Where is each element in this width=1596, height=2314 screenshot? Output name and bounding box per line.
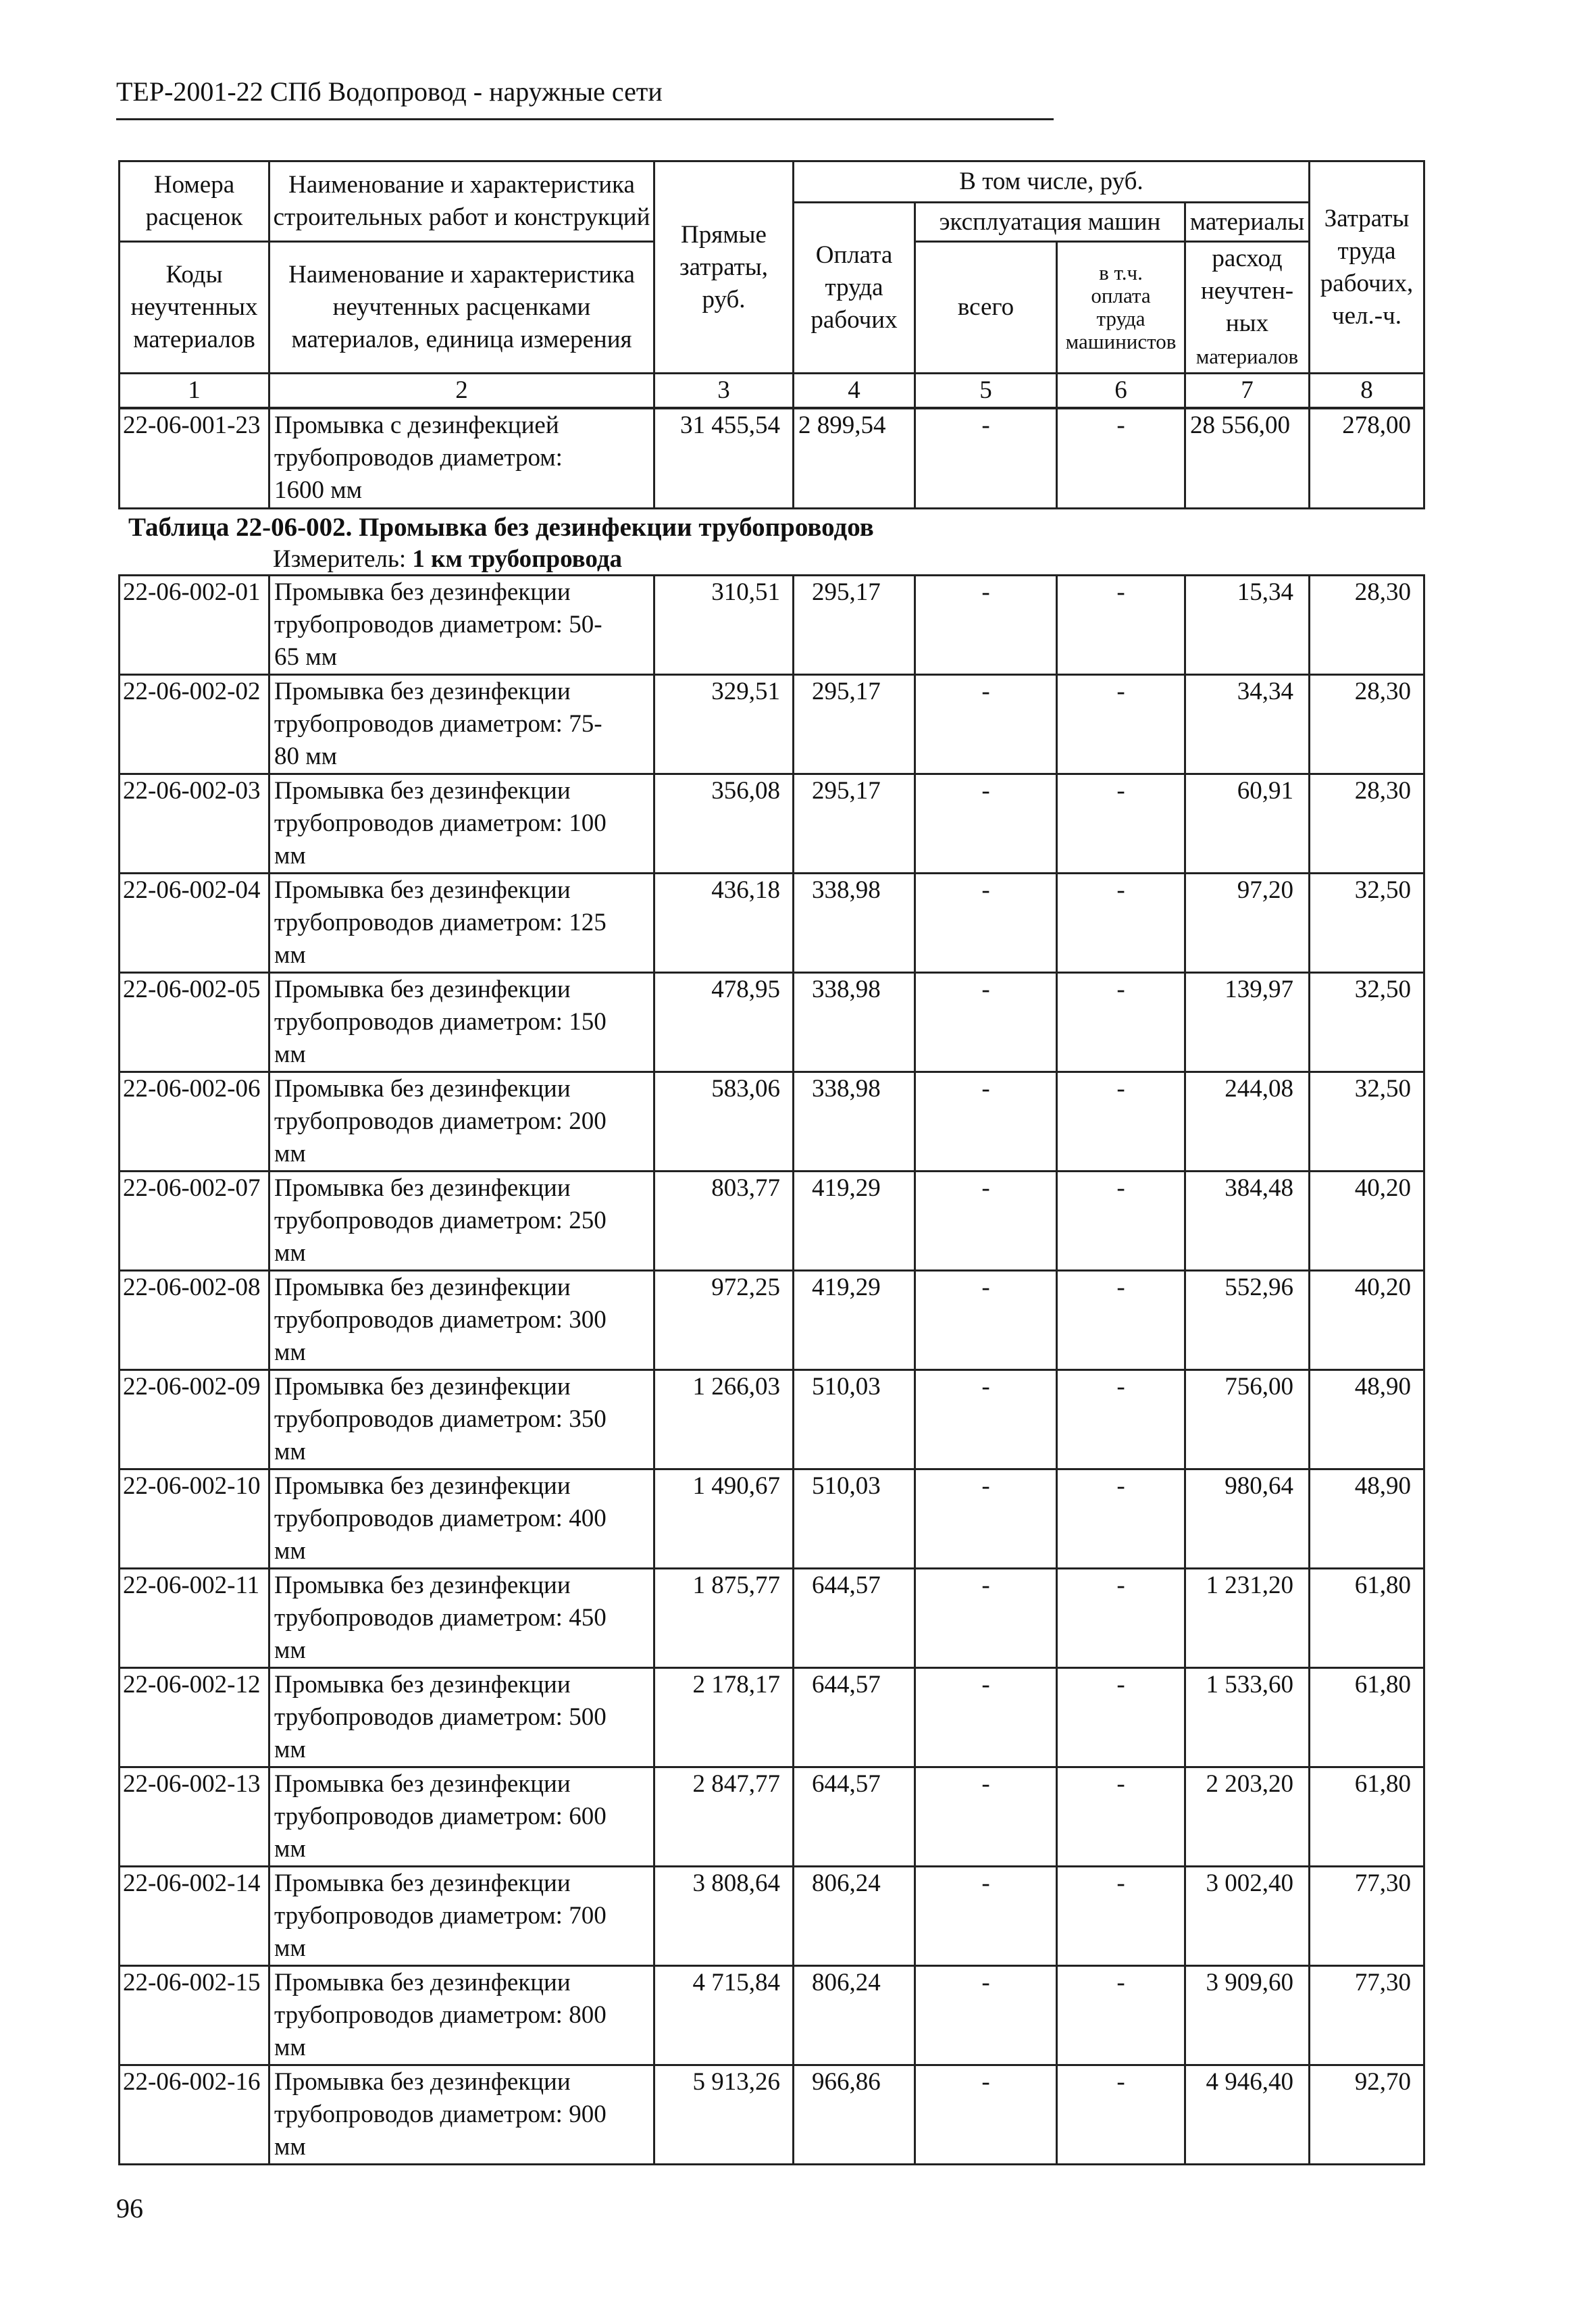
machinist-cost: - [1057, 874, 1185, 973]
col-number: 3 [654, 374, 794, 408]
materials-header: материалы [1185, 203, 1310, 242]
direct-cost: 1 266,03 [654, 1370, 794, 1469]
labor-hours: 48,90 [1310, 1469, 1424, 1569]
work-name: Промывка без дезинфекции трубопроводов диаметром: 50- 65 мм [269, 576, 654, 675]
table-row [120, 1867, 1424, 1966]
table-row [120, 2065, 1424, 2165]
materials-cost: 2 203,20 [1185, 1767, 1310, 1867]
col8-header: Затраты труда рабочих, чел.-ч. [1310, 161, 1424, 374]
col1-bottom-header: Коды неучтенных материалов [120, 242, 269, 374]
table-row [120, 1271, 1424, 1370]
labor-hours: 28,30 [1310, 774, 1424, 874]
machine-cost: - [915, 675, 1057, 774]
rates-table [118, 574, 1425, 2165]
rate-code: 22-06-002-08 [120, 1271, 269, 1370]
column-header-table [118, 160, 1425, 409]
work-name: Промывка без дезинфекции трубопроводов диаметром: 500 мм [269, 1668, 654, 1767]
work-name: Промывка без дезинфекции трубопроводов диаметром: 300 мм [269, 1271, 654, 1370]
machine-cost: - [915, 874, 1057, 973]
machinist-cost: - [1057, 409, 1185, 509]
labor-cost: 338,98 [794, 973, 915, 1072]
col4-header: Оплата труда рабочих [794, 203, 915, 374]
machinist-cost: - [1057, 1867, 1185, 1966]
materials-cost: 4 946,40 [1185, 2065, 1310, 2165]
header-rule [116, 118, 1054, 120]
materials-cost: 756,00 [1185, 1370, 1310, 1469]
col-number: 4 [794, 374, 915, 408]
materials-cost: 3 002,40 [1185, 1867, 1310, 1966]
rate-code: 22-06-002-06 [120, 1072, 269, 1172]
col-number: 7 [1185, 374, 1310, 408]
machinist-cost: - [1057, 1172, 1185, 1271]
direct-cost: 3 808,64 [654, 1867, 794, 1966]
machinist-cost: - [1057, 1370, 1185, 1469]
col5-header: всего [915, 242, 1057, 374]
machine-cost: - [915, 576, 1057, 675]
labor-cost: 295,17 [794, 675, 915, 774]
table-title: Таблица 22-06-002. Промывка без дезинфекции трубопроводов [128, 513, 874, 542]
col6-header: в т.ч. оплата труда машинистов [1057, 242, 1185, 374]
direct-cost: 310,51 [654, 576, 794, 675]
work-name: Промывка без дезинфекции трубопроводов диаметром: 400 мм [269, 1469, 654, 1569]
labor-hours: 28,30 [1310, 675, 1424, 774]
labor-hours: 61,80 [1310, 1668, 1424, 1767]
work-name: Промывка без дезинфекции трубопроводов диаметром: 150 мм [269, 973, 654, 1072]
rate-code: 22-06-002-10 [120, 1469, 269, 1569]
rate-code: 22-06-002-01 [120, 576, 269, 675]
rate-code: 22-06-002-03 [120, 774, 269, 874]
materials-cost: 34,34 [1185, 675, 1310, 774]
machinist-cost: - [1057, 1966, 1185, 2065]
direct-cost: 803,77 [654, 1172, 794, 1271]
direct-cost: 2 178,17 [654, 1668, 794, 1767]
machines-header: эксплуатация машин [915, 203, 1185, 242]
table-row [120, 1469, 1424, 1569]
machine-cost: - [915, 2065, 1057, 2165]
direct-cost: 436,18 [654, 874, 794, 973]
labor-hours: 48,90 [1310, 1370, 1424, 1469]
rate-code: 22-06-002-11 [120, 1569, 269, 1668]
direct-cost: 329,51 [654, 675, 794, 774]
labor-hours: 40,20 [1310, 1172, 1424, 1271]
rate-code: 22-06-002-12 [120, 1668, 269, 1767]
table-row [120, 675, 1424, 774]
page-number: 96 [116, 2193, 143, 2223]
col1-top-header: Номера расценок [120, 161, 269, 242]
table-row [120, 874, 1424, 973]
labor-hours: 77,30 [1310, 1966, 1424, 2065]
machinist-cost: - [1057, 774, 1185, 874]
direct-cost: 31 455,54 [654, 409, 794, 509]
machine-cost: - [915, 1569, 1057, 1668]
table-row [120, 1569, 1424, 1668]
machine-cost: - [915, 409, 1057, 509]
table-row [120, 774, 1424, 874]
materials-cost: 15,34 [1185, 576, 1310, 675]
rate-code: 22-06-002-07 [120, 1172, 269, 1271]
col3-header: Прямые затраты, руб. [654, 161, 794, 374]
measure-unit: Измеритель: 1 км трубопровода [273, 545, 623, 573]
labor-cost: 644,57 [794, 1767, 915, 1867]
rate-code: 22-06-002-13 [120, 1767, 269, 1867]
labor-cost: 644,57 [794, 1569, 915, 1668]
labor-cost: 295,17 [794, 774, 915, 874]
machine-cost: - [915, 774, 1057, 874]
machinist-cost: - [1057, 973, 1185, 1072]
materials-cost: 980,64 [1185, 1469, 1310, 1569]
work-name: Промывка с дезинфекцией трубопроводов диаметром: 1600 мм [269, 409, 654, 509]
work-name: Промывка без дезинфекции трубопроводов диаметром: 900 мм [269, 2065, 654, 2165]
labor-cost: 2 899,54 [794, 409, 915, 509]
labor-hours: 40,20 [1310, 1271, 1424, 1370]
col2-top-header: Наименование и характеристика строительных работ и конструкций [269, 161, 654, 242]
materials-cost: 552,96 [1185, 1271, 1310, 1370]
work-name: Промывка без дезинфекции трубопроводов диаметром: 350 мм [269, 1370, 654, 1469]
machine-cost: - [915, 1469, 1057, 1569]
rate-code: 22-06-002-02 [120, 675, 269, 774]
work-name: Промывка без дезинфекции трубопроводов диаметром: 450 мм [269, 1569, 654, 1668]
machinist-cost: - [1057, 1767, 1185, 1867]
labor-hours: 278,00 [1310, 409, 1424, 509]
col-number: 2 [269, 374, 654, 408]
machine-cost: - [915, 1072, 1057, 1172]
rate-code: 22-06-002-16 [120, 2065, 269, 2165]
table-row [120, 1370, 1424, 1469]
work-name: Промывка без дезинфекции трубопроводов диаметром: 600 мм [269, 1767, 654, 1867]
labor-cost: 295,17 [794, 576, 915, 675]
machinist-cost: - [1057, 1569, 1185, 1668]
labor-hours: 92,70 [1310, 2065, 1424, 2165]
work-name: Промывка без дезинфекции трубопроводов диаметром: 200 мм [269, 1072, 654, 1172]
table-row [120, 576, 1424, 675]
materials-cost: 139,97 [1185, 973, 1310, 1072]
labor-hours: 77,30 [1310, 1867, 1424, 1966]
table-row [120, 409, 1424, 509]
machinist-cost: - [1057, 1469, 1185, 1569]
labor-cost: 419,29 [794, 1271, 915, 1370]
machine-cost: - [915, 1966, 1057, 2065]
machine-cost: - [915, 1767, 1057, 1867]
work-name: Промывка без дезинфекции трубопроводов диаметром: 700 мм [269, 1867, 654, 1966]
materials-cost: 244,08 [1185, 1072, 1310, 1172]
direct-cost: 478,95 [654, 973, 794, 1072]
direct-cost: 2 847,77 [654, 1767, 794, 1867]
table-row [120, 1668, 1424, 1767]
table-row [120, 1767, 1424, 1867]
machine-cost: - [915, 1370, 1057, 1469]
rate-code: 22-06-002-09 [120, 1370, 269, 1469]
machine-cost: - [915, 1271, 1057, 1370]
materials-cost: 3 909,60 [1185, 1966, 1310, 2065]
work-name: Промывка без дезинфекции трубопроводов диаметром: 250 мм [269, 1172, 654, 1271]
col-number: 1 [120, 374, 269, 408]
materials-cost: 384,48 [1185, 1172, 1310, 1271]
col-number: 5 [915, 374, 1057, 408]
col-number: 8 [1310, 374, 1424, 408]
materials-cost: 60,91 [1185, 774, 1310, 874]
labor-hours: 32,50 [1310, 973, 1424, 1072]
machine-cost: - [915, 1867, 1057, 1966]
labor-hours: 61,80 [1310, 1569, 1424, 1668]
rate-code: 22-06-002-15 [120, 1966, 269, 2065]
group-header: В том числе, руб. [794, 161, 1310, 203]
col7-header: расход неучтен- ных материалов [1185, 242, 1310, 374]
col-number: 6 [1057, 374, 1185, 408]
direct-cost: 583,06 [654, 1072, 794, 1172]
machinist-cost: - [1057, 2065, 1185, 2165]
machinist-cost: - [1057, 1072, 1185, 1172]
labor-hours: 32,50 [1310, 874, 1424, 973]
labor-cost: 806,24 [794, 1867, 915, 1966]
direct-cost: 972,25 [654, 1271, 794, 1370]
labor-cost: 338,98 [794, 1072, 915, 1172]
table-row [120, 1966, 1424, 2065]
rate-code: 22-06-002-05 [120, 973, 269, 1072]
machine-cost: - [915, 973, 1057, 1072]
labor-hours: 28,30 [1310, 576, 1424, 675]
machine-cost: - [915, 1668, 1057, 1767]
direct-cost: 356,08 [654, 774, 794, 874]
materials-cost: 97,20 [1185, 874, 1310, 973]
direct-cost: 5 913,26 [654, 2065, 794, 2165]
labor-cost: 338,98 [794, 874, 915, 973]
machinist-cost: - [1057, 576, 1185, 675]
direct-cost: 1 875,77 [654, 1569, 794, 1668]
labor-cost: 806,24 [794, 1966, 915, 2065]
materials-cost: 1 231,20 [1185, 1569, 1310, 1668]
work-name: Промывка без дезинфекции трубопроводов диаметром: 800 мм [269, 1966, 654, 2065]
rate-code: 22-06-002-04 [120, 874, 269, 973]
direct-cost: 4 715,84 [654, 1966, 794, 2065]
machine-cost: - [915, 1172, 1057, 1271]
labor-cost: 510,03 [794, 1370, 915, 1469]
machinist-cost: - [1057, 1668, 1185, 1767]
materials-cost: 1 533,60 [1185, 1668, 1310, 1767]
rate-code: 22-06-002-14 [120, 1867, 269, 1966]
machinist-cost: - [1057, 1271, 1185, 1370]
work-name: Промывка без дезинфекции трубопроводов диаметром: 75- 80 мм [269, 675, 654, 774]
labor-cost: 966,86 [794, 2065, 915, 2165]
table-row [120, 1172, 1424, 1271]
table-row [120, 1072, 1424, 1172]
table-row [120, 973, 1424, 1072]
labor-hours: 61,80 [1310, 1767, 1424, 1867]
labor-hours: 32,50 [1310, 1072, 1424, 1172]
labor-cost: 510,03 [794, 1469, 915, 1569]
materials-cost: 28 556,00 [1185, 409, 1310, 509]
page-header: ТЕР-2001-22 СПб Водопровод - наружные сети [116, 76, 663, 107]
rate-code: 22-06-001-23 [120, 409, 269, 509]
previous-table-row [118, 407, 1425, 509]
direct-cost: 1 490,67 [654, 1469, 794, 1569]
labor-cost: 419,29 [794, 1172, 915, 1271]
col2-bottom-header: Наименование и характеристика неучтенных расценками материалов, единица измерения [269, 242, 654, 374]
labor-cost: 644,57 [794, 1668, 915, 1767]
machinist-cost: - [1057, 675, 1185, 774]
work-name: Промывка без дезинфекции трубопроводов диаметром: 100 мм [269, 774, 654, 874]
work-name: Промывка без дезинфекции трубопроводов диаметром: 125 мм [269, 874, 654, 973]
